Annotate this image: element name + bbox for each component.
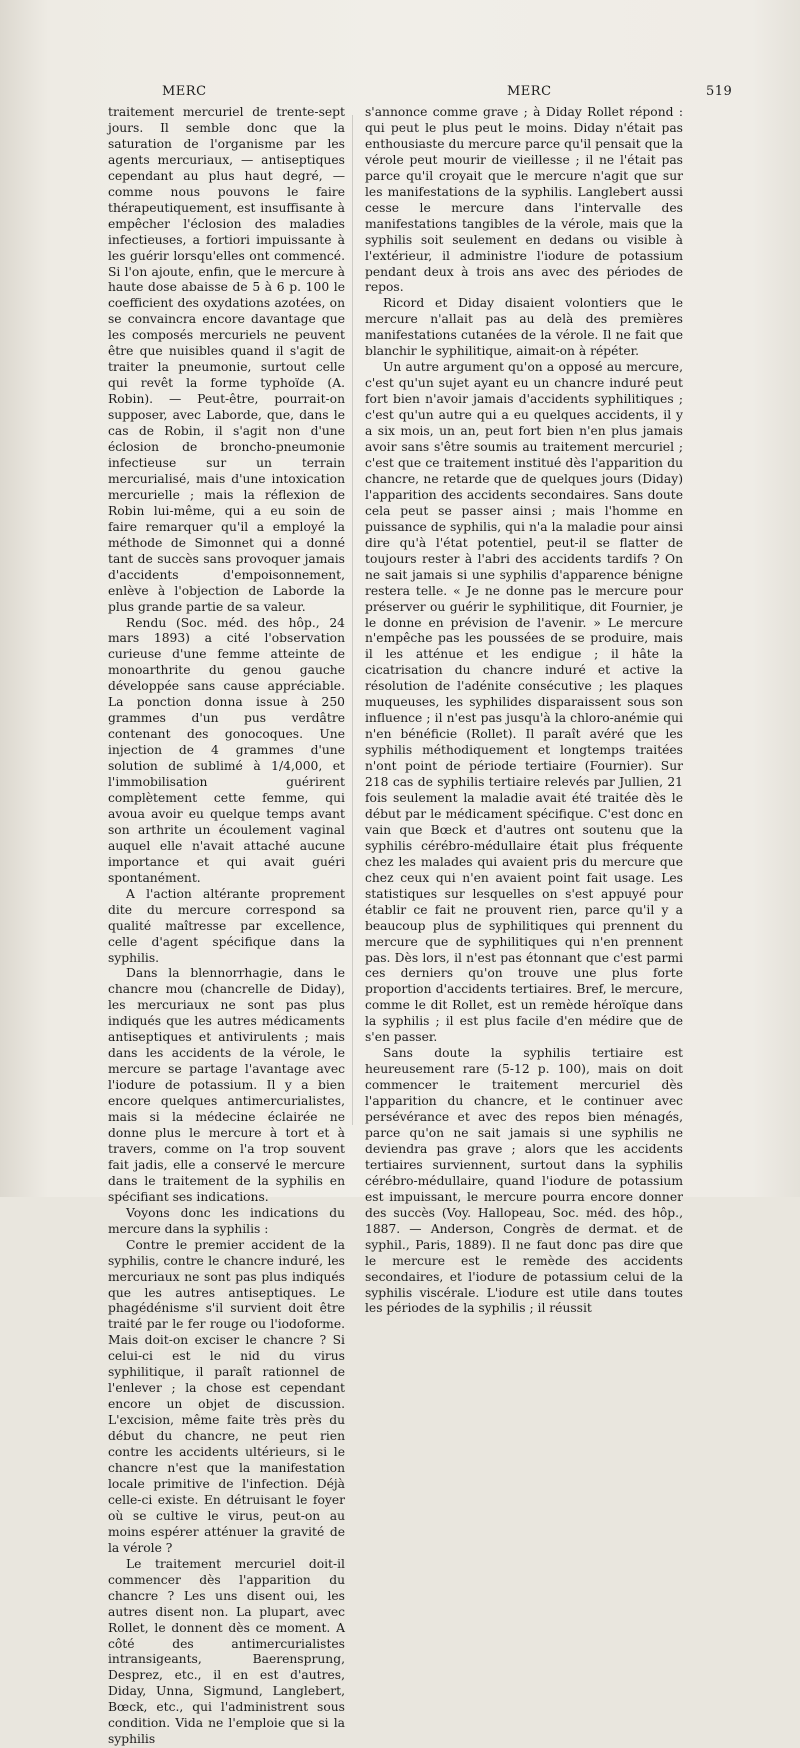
- paragraph: s'annonce comme grave ; à Diday Rollet répond : qui peut le plus peut le moins. Diday n'était pas enthousiaste du mercure parce qu'il pensait que la vérole peut mourir de vieillesse ; il ne l'était pas parce qu'il croyait que le mercure n'agit que sur les manifestations de la syphilis. Langlebert aussi cesse le mercure dans l'intervalle des manifestations tangibles de la vérole, mais que la syphilis soit seulement en dedans ou visible à l'extérieur, il administre l'iodure de potassium pendant deux à trois ans avec des périodes de repos.: [365, 105, 683, 295]
- page-number: 519: [706, 84, 733, 99]
- paragraph: traitement mercuriel de trente-sept jours. Il semble donc que la saturation de l'organisme par les agents mercuriaux, — antiseptiques cependant au plus haut degré, — comme nous pouvons le faire thérapeutiquement, est insuffisante à empêcher l'éclosion des maladies infectieuses, a fortiori impuissante à les guérir lorsqu'elles ont commencé. Si l'on ajoute, enfin, que le mercure à haute dose abaisse de 5 à 6 p. 100 le coefficient des oxydations azotées, on se convaincra encore davantage que les composés mercuriels ne peuvent être que nuisibles quand il s'agit de traiter la pneumonie, surtout celle qui revêt la forme typhoïde (A. Robin). — Peut-être, pourrait-on supposer, avec Laborde, que, dans le cas de Robin, il s'agit non d'une éclosion de broncho-pneumonie infectieuse sur un terrain mercurialisé, mais d'une intoxication mercurielle ; mais la réflexion de Robin lui-même, qui a eu soin de faire remarquer qu'il a employé la méthode de Simonnet qui a donné tant de succès sans provoquer jamais d'accidents d'empoisonnement, enlève à l'objection de Laborde la plus grande partie de sa valeur.: [108, 105, 345, 614]
- paragraph: Le traitement mercuriel doit-il commencer dès l'apparition du chancre ? Les uns disent oui, les autres disent non. La plupart, avec Rollet, le donnent dès ce moment. A côté des antimercurialistes intransigeants, Baerensprung, Desprez, etc., il en est d'autres, Diday, Unna, Sigmund, Langlebert, Bœck, etc., qui l'administrent sous condition. Vida ne l'emploie que si la syphilis: [108, 1556, 345, 1747]
- paragraph: Sans doute la syphilis tertiaire est heureusement rare (5-12 p. 100), mais on doit commencer le traitement mercuriel dès l'apparition du chancre, et le continuer avec persévérance et avec des repos bien ménagés, parce qu'on ne sait jamais si une syphilis ne deviendra pas grave ; alors que les accidents tertiaires surviennent, surtout dans la syphilis cérébro-médullaire, quand l'iodure de potassium est impuissant, le mercure pourra encore donner des succès (Voy. Hallopeau, Soc. méd. des hôp., 1887. — Anderson, Congrès de dermat. et de syphil., Paris, 1889). Il ne faut donc pas dire que le mercure est le remède des accidents secondaires, et l'iodure de potassium celui de la syphilis viscérale. L'iodure est utile dans toutes les périodes de la syphilis ; il réussit: [365, 1046, 683, 1316]
- paragraph: Ricord et Diday disaient volontiers que le mercure n'allait pas au delà des premières manifestations cutanées de la vérole. Il ne fait que blanchir le syphilitique, aimait-on à répéter.: [365, 296, 683, 359]
- paragraph: Dans la blennorrhagie, dans le chancre mou (chancrelle de Diday), les mercuriaux ne sont pas plus indiqués que les autres médicaments antiseptiques et antivirulents ; mais dans les accidents de la vérole, le mercure se partage l'avantage avec l'iodure de potassium. Il y a bien encore quelques antimercurialistes, mais si la médecine éclairée ne donne plus le mercure à tort et à travers, comme on l'a trop souvent fait jadis, elle a conservé le mercure dans le traitement de la syphilis en spécifiant ses indications.: [108, 966, 345, 1204]
- column-divider: [352, 115, 353, 1125]
- header-left-title: MERC: [162, 84, 207, 99]
- paragraph: A l'action altérante proprement dite du mercure correspond sa qualité maîtresse par excellence, celle d'agent spécifique dans la syphilis.: [108, 886, 345, 965]
- paragraph: Rendu (Soc. méd. des hôp., 24 mars 1893) a cité l'observation curieuse d'une femme atteinte de monoarthrite du genou gauche développée sans cause appréciable. La ponction donna issue à 250 grammes d'un pus verdâtre contenant des gonocoques. Une injection de 4 grammes d'une solution de sublimé à 1/4,000, et l'immobilisation guérirent complètement cette femme, qui avoua avoir eu quelque temps avant son arthrite un écoulement vaginal auquel elle n'avait attaché aucune importance et qui avait guéri spontanément.: [108, 615, 345, 885]
- right-column: [365, 105, 683, 1317]
- left-column: [108, 105, 345, 1748]
- paragraph: Contre le premier accident de la syphilis, contre le chancre induré, les mercuriaux ne sont pas plus indiqués que les autres antiseptiques. Le phagédénisme s'il survient doit être traité par le fer rouge ou l'iodoforme. Mais doit-on exciser le chancre ? Si celui-ci est le nid du virus syphilitique, il paraît rationnel de l'enlever ; la chose est cependant encore un objet de discussion. L'excision, même faite très près du début du chancre, ne peut rien contre les accidents ultérieurs, si le chancre n'est que la manifestation locale primitive de l'infection. Déjà celle-ci existe. En détruisant le foyer où se cultive le virus, peut-on au moins espérer atténuer la gravité de la vérole ?: [108, 1237, 345, 1555]
- running-header: [0, 84, 800, 106]
- paragraph: Un autre argument qu'on a opposé au mercure, c'est qu'un sujet ayant eu un chancre induré peut fort bien n'avoir jamais d'accidents syphilitiques ; c'est qu'un autre qui a eu quelques accidents, il y a six mois, un an, peut fort bien n'en plus jamais avoir sans s'être soumis au traitement mercuriel ; c'est que ce traitement institué dès l'apparition du chancre, ne retarde que de quelques jours (Diday) l'apparition des accidents secondaires. Sans doute cela peut se passer ainsi ; mais l'homme en puissance de syphilis, qui n'a la maladie pour ainsi dire qu'à l'état potentiel, peut-il se flatter de toujours rester à l'abri des accidents tardifs ? On ne sait jamais si une syphilis d'apparence bénigne restera telle. « Je ne donne pas le mercure pour préserver ou guérir le syphilitique, dit Fournier, je le donne en prévision de l'avenir. » Le mercure n'empêche pas les poussées de se produire, mais il les atténue et les endigue ; il hâte la cicatrisation du chancre induré et active la résolution de l'adénite consécutive ; les plaques muqueuses, les syphilides disparaissent sous son influence ; il n'est pas jusqu'à la chloro-anémie qui n'en bénéficie (Rollet). Il paraît avéré que les syphilis méthodiquement et longtemps traitées n'ont point de période tertiaire (Fournier). Sur 218 cas de syphilis tertiaire relevés par Jullien, 21 fois seulement la maladie avait été traitée dès le début par le médicament spécifique. C'est donc en vain que Bœck et d'autres ont soutenu que la syphilis cérébro-médullaire était plus fréquente chez les malades qui avaient pris du mercure que chez ceux qui n'en avaient point fait usage. Les statistiques sur lesquelles on s'est appuyé pour établir ce fait ne prouvent rien, parce qu'il y a beaucoup plus de syphilitiques qui prennent du mercure que de syphilitiques qui n'en prennent pas. Dès lors, il n'est pas étonnant que c'est parmi ces derniers qu'on trouve une plus forte proportion d'accidents tertiaires. Bref, le mercure, comme le dit Rollet, est un remède héroïque dans la syphilis ; il est plus facile d'en médire que de s'en passer.: [365, 360, 683, 1045]
- header-center-title: MERC: [507, 84, 552, 99]
- paragraph: Voyons donc les indications du mercure dans la syphilis :: [108, 1205, 345, 1236]
